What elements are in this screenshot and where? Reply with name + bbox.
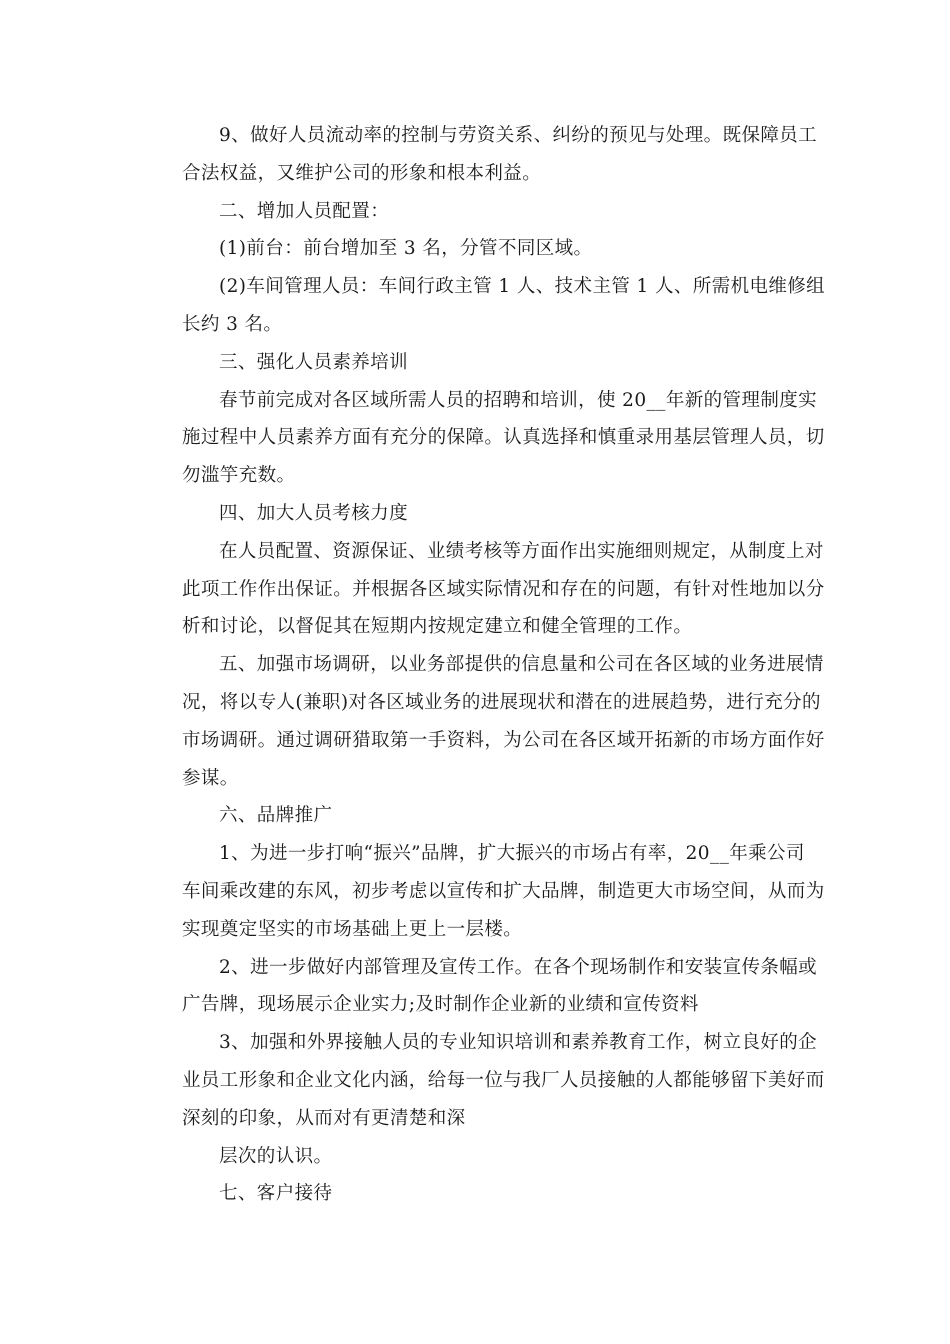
paragraph-item-9	[145, 117, 818, 193]
paragraph-market-research	[145, 646, 825, 797]
text-line: 春节前完成对各区域所需人员的招聘和培训，使 20__年新的管理制度实	[219, 389, 818, 411]
section-heading-3	[145, 344, 810, 382]
text-line: 深刻的印象，从而对有更清楚和深	[182, 1107, 466, 1129]
text-line: 合法权益，又维护公司的形象和根本利益。	[182, 162, 542, 184]
text-line: 实现奠定坚实的市场基础上更上一层楼。	[182, 918, 523, 940]
section-heading-2	[145, 193, 810, 231]
heading-text: 四、加大人员考核力度	[219, 502, 409, 524]
paragraph-front-desk	[145, 230, 810, 268]
text-line: 勿滥竽充数。	[182, 465, 296, 487]
paragraph-continuation	[145, 1138, 810, 1176]
heading-text: 三、强化人员素养培训	[219, 351, 409, 373]
text-line: 析和讨论，以督促其在短期内按规定建立和健全管理的工作。	[182, 616, 693, 638]
paragraph-brand-1	[145, 835, 825, 948]
paragraph-training	[145, 382, 825, 495]
text-line: 3、加强和外界接触人员的专业知识培训和素养教育工作，树立良好的企	[219, 1032, 818, 1054]
section-heading-7	[145, 1175, 810, 1213]
text-line: 参谋。	[182, 767, 239, 789]
text-line: 况，将以专人(兼职)对各区域业务的进展现状和潜在的进展趋势，进行充分的	[182, 691, 821, 713]
heading-text: 七、客户接待	[219, 1183, 333, 1205]
text-line: 长约 3 名。	[182, 313, 283, 335]
section-heading-4	[145, 495, 810, 533]
text-line: 车间乘改建的东风，初步考虑以宣传和扩大品牌，制造更大市场空间，从而为	[182, 880, 825, 902]
text-line: (1)前台：前台增加至 3 名，分管不同区域。	[219, 238, 593, 260]
text-line: 层次的认识。	[219, 1145, 333, 1167]
paragraph-assessment	[145, 533, 825, 646]
paragraph-brand-2	[145, 949, 818, 1025]
paragraph-workshop-staff	[145, 268, 826, 344]
heading-text: 二、增加人员配置：	[219, 200, 390, 222]
document-body	[145, 117, 826, 1213]
section-heading-6	[145, 797, 810, 835]
text-line: 2、进一步做好内部管理及宣传工作。在各个现场制作和安装宣传条幅或	[219, 956, 818, 978]
text-line: 业员工形象和企业文化内涵，给每一位与我厂人员接触的人都能够留下美好而	[182, 1069, 825, 1091]
text-line: 施过程中人员素养方面有充分的保障。认真选择和慎重录用基层管理人员，切	[182, 427, 825, 449]
text-line: 广告牌，现场展示企业实力;及时制作企业新的业绩和宣传资料	[182, 994, 699, 1016]
text-line: 市场调研。通过调研猎取第一手资料，为公司在各区域开拓新的市场方面作好	[182, 729, 825, 751]
text-line: 此项工作作出保证。并根据各区域实际情况和存在的问题，有针对性地加以分	[182, 578, 825, 600]
text-line: 1、为进一步打响“振兴”品牌，扩大振兴的市场占有率，20__年乘公司	[219, 843, 805, 865]
text-line: 五、加强市场调研，以业务部提供的信息量和公司在各区域的业务进展情	[219, 654, 824, 676]
text-line: 在人员配置、资源保证、业绩考核等方面作出实施细则规定，从制度上对	[219, 540, 824, 562]
text-line: (2)车间管理人员：车间行政主管 1 人、技术主管 1 人、所需机电维修组	[219, 276, 826, 298]
paragraph-brand-3	[145, 1024, 825, 1137]
heading-text: 六、品牌推广	[219, 805, 333, 827]
text-line: 9、做好人员流动率的控制与劳资关系、纠纷的预见与处理。既保障员工	[219, 125, 818, 146]
